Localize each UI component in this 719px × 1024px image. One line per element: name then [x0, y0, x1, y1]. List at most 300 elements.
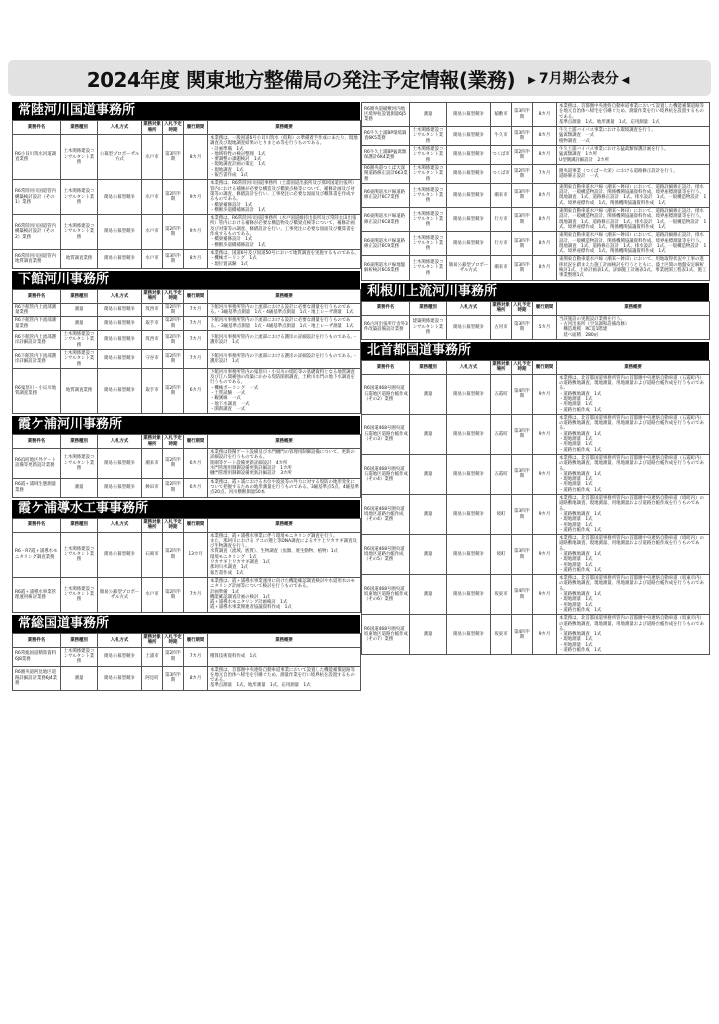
cell-method: 簡易公募型競争 [447, 232, 491, 256]
column-header-name: 業務件名 [13, 435, 61, 449]
cell-time: 第4四半期 [512, 374, 533, 414]
cell-type: 土木関係建設コンサルタント業務 [61, 577, 98, 612]
cell-period: 9カ月 [533, 454, 557, 494]
cell-time: 第3四半期 [512, 414, 533, 454]
cell-period: 8カ月 [533, 256, 557, 280]
cell-type: 測量 [61, 666, 98, 690]
cell-outline: 積算技術資料作成 1式 [208, 647, 361, 666]
cell-name: R6下館管内下流部護岸詳細設計業務 [13, 349, 61, 368]
cell-time: 第2四半期 [163, 368, 184, 413]
cell-place: 取手市 [142, 368, 163, 413]
cell-time: 第3四半期 [512, 256, 533, 280]
column-header-name: 業務件名 [13, 289, 61, 303]
cell-outline: 本業務は、首都圏中央連絡自動車道事業において設置した機能補償道路等を地元自治体へ帰宅を引継ぐため、測量作業を行い境界杭を設置するものである。 基準点測量 1式、地形測量 1式、応用測量 1式 [208, 666, 361, 690]
table-row [362, 146, 710, 165]
cell-name: R6霞ヶ浦導水事業管理運用検討業務 [13, 577, 61, 612]
table-row [13, 331, 361, 350]
cell-time: 第2四半期 [512, 146, 533, 165]
cell-outline: 東関東自動車道水戸線（潮来～鉾田）において、道路詳細修正設計、排水設計、一般構造物設計、関係機関協議資料作成、境界座標測量等を行う。 現地調査 1式、道路修正設計 1式、排水設計 1式、一般構造物設計 1式、境界座標作成 1式、関係機関協議資料作成 1式 [557, 208, 710, 232]
cell-outline: 本業務は、北首都国道事務所管内の首都圏中央連絡自動車道（境町内）の道路敷地調査、現地測量、用地測量および道路台帳作成を行うものである。 ・道路敷地調査 1式 ・現地測量 1式 ・用地測量 1式 ・道路台帳作成 1式 [557, 535, 710, 575]
office-heading: 霞ケ浦河川事務所 [12, 416, 360, 434]
table-row [362, 374, 710, 414]
cell-time: 第3四半期 [512, 315, 533, 339]
cell-name: R6国道468号圏央道境地区道路台帳作成（その5）業務 [362, 535, 410, 575]
cell-name: R6常総国道積算資料6J8業務 [13, 647, 61, 666]
cell-place: 守谷市 [142, 349, 163, 368]
table-row [13, 647, 361, 666]
cell-outline: 本業務は、首都圏中央連絡自動車道事業において設置した機能補償道路等を地元自治体へ帰宅を引継ぐため、測量作業を行い境界杭を設置するものである。 基準点測量 1式、地形測量 1式、応用測量 1式 [557, 103, 710, 127]
column-header-method: 入札方式 [98, 435, 142, 449]
office-section [361, 283, 709, 340]
table-row [362, 183, 710, 207]
table-row [362, 615, 710, 655]
order-table [361, 102, 710, 281]
cell-method: 簡易公募型競争 [98, 215, 142, 250]
cell-place: 水戸市 [142, 249, 163, 268]
office-section [361, 342, 709, 656]
column-header-outline: 業務概要 [208, 435, 361, 449]
cell-outline: 牛久土浦バイパス事業における猛禽類保護計画を行う。 猛禽類調査 1カ所 U型側溝詳細設計 2カ所 [557, 146, 710, 165]
column-header-outline: 業務概要 [208, 121, 361, 135]
office-section [12, 615, 360, 691]
cell-time: 第2四半期 [163, 577, 184, 612]
table-row [362, 103, 710, 127]
column-header-period: 履行期間 [533, 301, 557, 315]
cell-outline: 本業務は、霞ヶ浦導水事業に伴う環境モニタリング調査を行う。 また、那珂川における アユの遡上等DNA調査によるサケ上ワカサギ調査及び生物調査を行う。 水質調査（流域、底質）、生物調査（魚類、底生動物、植物）1式 環境モニタリング 1式 ワカサギ上ワカサギ調査 1式 那珂川水調査 1式 報告書作成 1式 [208, 532, 361, 577]
cell-name: R6浜町地区外ゲート設備等更新設計業務 [13, 449, 61, 478]
cell-place: 稲敷市 [491, 103, 512, 127]
cell-time: 第2四半期 [163, 303, 184, 317]
table-row [362, 208, 710, 232]
table-row [13, 577, 361, 612]
cell-method: 簡易公募型競争 [98, 249, 142, 268]
cell-period: 6カ月 [184, 478, 208, 497]
cell-time: 第2四半期 [163, 215, 184, 250]
cell-place: 五霞町 [491, 454, 512, 494]
column-header-type: 業務種別 [61, 633, 98, 647]
cell-name: R6牛久土浦BP環境調査6K5業務 [362, 127, 410, 146]
cell-method: 簡易公募型競争 [98, 303, 142, 317]
cell-method: 簡易公募型競争 [98, 368, 142, 413]
cell-period: 7カ月 [184, 303, 208, 317]
cell-period: 9カ月 [184, 180, 208, 215]
order-table [12, 289, 361, 414]
table-row [13, 532, 361, 577]
column-header-outline: 業務概要 [208, 633, 361, 647]
column-header-name: 業務件名 [362, 360, 410, 374]
cell-period: 9カ月 [533, 615, 557, 655]
column-header-place: 業務対象場所 [143, 122, 161, 133]
column-header-name: 業務件名 [13, 121, 61, 135]
page-banner [8, 60, 711, 96]
cell-name: R6東関道水戸線道路修正設計6C7業務 [362, 183, 410, 207]
cell-outline: 本業務は陸閘ゲート設備及び水門樋門の管理用制御設備について、更新の詳細設計を行うものである。 陸閘等ゲート設備更新詳細設計 4カ所 水門管理用制御設備更新詳細設計 1カ所 樋門管理用制御設備更新詳細設計 3カ所 [208, 449, 361, 478]
cell-time: 第3四半期 [512, 495, 533, 535]
triangle-right-icon: ▶ [528, 75, 536, 86]
column-header-time: 入札予定時期 [164, 436, 182, 447]
cell-method: 簡易公募型競争 [447, 575, 491, 615]
cell-type: 土木関係建設コンサルタント業務 [61, 349, 98, 368]
cell-period: 9カ月 [533, 495, 557, 535]
table-header-row [13, 289, 361, 303]
office-heading: 下館河川事務所 [12, 271, 360, 289]
cell-type: 測量 [410, 535, 447, 575]
cell-place: 石岡市 [142, 532, 163, 577]
cell-name: R6下館管内上流部護岸詳細設計業務 [13, 331, 61, 350]
cell-time: 第3四半期 [512, 183, 533, 207]
cell-type: 土木関係建設コンサルタント業務 [61, 135, 98, 180]
office-heading: 常陸河川国道事務所 [12, 102, 360, 120]
cell-type: 土木関係建設コンサルタント業務 [61, 647, 98, 666]
cell-method: 簡易公募型競争 [447, 164, 491, 183]
cell-period: 8カ月 [533, 127, 557, 146]
cell-time: 第3四半期 [163, 135, 184, 180]
cell-outline: 本業務は、北首都国道事務所管内の首都圏中央連絡自動車道（五霞町内）の道路敷地調査、現地測量、用地測量および道路台帳作成を行うものである。 ・道路敷地調査 1式 ・現地測量 1式 ・用地測量 1式 ・道路台帳作成 1式 [557, 374, 710, 414]
cell-method: 簡易公募型プロポーザル方式 [98, 577, 142, 612]
office-heading: 常総国道事務所 [12, 615, 360, 633]
cell-name: R6国道468号圏央道坂東地区道路台帳作成（その7）業務 [362, 615, 410, 655]
column-header-time: 入札予定時期 [513, 302, 531, 314]
cell-time: 第2四半期 [163, 180, 184, 215]
table-header-row [362, 301, 710, 315]
triangle-left-icon: ◀ [621, 75, 630, 86]
cell-period: 8カ月 [533, 232, 557, 256]
cell-type: 測量 [410, 454, 447, 494]
cell-type: 地質調査業務 [61, 368, 98, 413]
cell-place: 筑西市 [142, 303, 163, 317]
cell-type: 測量 [61, 478, 98, 497]
table-header-row [362, 360, 710, 374]
cell-outline: 東関東自動車道水戸線（潮来～鉾田）において、道路詳細修正設計、排水設計、一般構造物設計、関係機関協議資料作成、境界座標測量等を行う。 現地調査 1式、道路修正設計 1式、排水設計 1式、一般構造物設計 1式、境界座標作成 1式、関係機関協議資料作成 1式 [557, 183, 710, 207]
cell-time: 第2四半期 [163, 478, 184, 497]
cell-name: R6東関道水戸線道路修正設計6C8業務 [362, 208, 410, 232]
cell-period: 9カ月 [533, 575, 557, 615]
cell-name: R6鬼怒川・小貝川地質調査業務 [13, 368, 61, 413]
cell-method: 簡易公募型競争 [98, 180, 142, 215]
cell-type: 土木関係建設コンサルタント業務 [61, 215, 98, 250]
cell-name: R6東関道水戸線地盤解析検討6C6業務 [362, 256, 410, 280]
cell-place: 行方市 [491, 232, 512, 256]
cell-outline: 下館河川事務所管内の下流部における設計に必要な測量を行うものである。・3級基準点測量 1式・4級基準点測量 1式・地上レーザ測量 1式 [208, 317, 361, 331]
column-header-method: 入札方式 [447, 360, 491, 374]
cell-type: 土木関係建設コンサルタント業務 [410, 164, 447, 183]
cell-type: 土木関係建設コンサルタント業務 [410, 183, 447, 207]
cell-place: 牛久市 [491, 127, 512, 146]
cell-outline: 本業務は、北首都国道事務所管内の首都圏中央連絡自動車道（境町内）の道路敷地調査、現地測量、用地測量および道路台帳作成を行うものである。 ・道路敷地調査 1式 ・現地測量 1式 ・用地測量 1式 ・道路台帳作成 1式 [557, 495, 710, 535]
cell-place: 行方市 [491, 208, 512, 232]
cell-method: 公募型プロポーザル方式 [98, 135, 142, 180]
table-header-row [13, 121, 361, 135]
cell-place: 鉾田市 [142, 478, 163, 497]
cell-name: R6常陸河川国道管内構築検討設計（その1）業務 [13, 180, 61, 215]
column-header-method: 入札方式 [98, 633, 142, 647]
cell-period: 8カ月 [533, 146, 557, 165]
cell-period: 8カ月 [184, 666, 208, 690]
order-table [361, 360, 710, 656]
cell-name: R6国道468号圏央道境地区道路台帳作成（その4）業務 [362, 495, 410, 535]
cell-time: 第2四半期 [163, 532, 184, 577]
column-header-place: 業務対象場所 [143, 436, 161, 447]
cell-method: 簡易公募型プロポーザル方式 [447, 256, 491, 280]
cell-time: 第3四半期 [512, 208, 533, 232]
cell-method: 簡易公募型競争 [447, 127, 491, 146]
cell-place: 五霞町 [491, 374, 512, 414]
table-row [362, 454, 710, 494]
column-header-place: 業務対象場所 [492, 302, 510, 314]
cell-method: 簡易公募型競争 [98, 647, 142, 666]
order-table [12, 120, 361, 269]
cell-place: 土浦市 [142, 647, 163, 666]
cell-type: 土木関係建設コンサルタント業務 [410, 208, 447, 232]
cell-name: R6常陸河川国道管内地質調査業務 [13, 249, 61, 268]
cell-place: 坂東市 [491, 615, 512, 655]
cell-method: 簡易公募型競争 [447, 315, 491, 339]
column-header-period: 履行期間 [184, 289, 208, 303]
office-heading: 利根川上流河川事務所 [361, 283, 709, 301]
column-header-method: 入札方式 [98, 518, 142, 532]
cell-place: 水戸市 [142, 135, 163, 180]
cell-outline: 当該施設の実施設計業務を行う。 ・古河出張所（空気調和設備改修） 構造規模 RC造1階建 延べ面積 280㎡ [557, 315, 710, 339]
table-row [362, 315, 710, 339]
column-header-method: 入札方式 [98, 121, 142, 135]
cell-place: 取手市 [142, 317, 163, 331]
cell-type: 測量 [410, 414, 447, 454]
order-table [12, 434, 361, 497]
cell-type: 土木関係建設コンサルタント業務 [61, 331, 98, 350]
cell-method: 簡易公募型競争 [447, 374, 491, 414]
cell-type: 測量 [410, 103, 447, 127]
cell-period: 7カ月 [184, 349, 208, 368]
office-section [12, 500, 360, 613]
cell-outline: 本業務は、北首都国道事務所管内の首都圏中央連絡自動車道（坂東市内）の道路敷地調査、現地測量、用地測量および道路台帳作成を行うものである。 ・道路敷地調査 1式 ・現地測量 1式 ・用地測量 1式 ・道路台帳作成 1式 [557, 575, 710, 615]
cell-time: 第2四半期 [163, 647, 184, 666]
cell-name: R6・R7霞ヶ浦導水モニタリング調査業務 [13, 532, 61, 577]
cell-method: 簡易公募型競争 [98, 331, 142, 350]
cell-type: 測量 [410, 495, 447, 535]
cell-period: 8カ月 [533, 208, 557, 232]
cell-type: 地質調査業務 [61, 249, 98, 268]
cell-name: R6下館管内上流部測量業務 [13, 303, 61, 317]
page-title: 2024年度 関東地方整備局の発注予定情報(業務) [86, 67, 516, 92]
cell-type: 土木関係建設コンサルタント業務 [61, 180, 98, 215]
cell-outline: 本業務は、北首都国道事務所管内の首都圏中央連絡自動車道（五霞町内）の道路敷地調査、現地測量、用地測量および道路台帳作成を行うものである。 ・道路敷地調査 1式 ・現地測量 1式 ・用地測量 1式 ・道路台帳作成 1式 [557, 414, 710, 454]
table-row [13, 478, 361, 497]
column-header-place: 業務対象場所 [143, 519, 161, 531]
order-table [12, 518, 361, 613]
cell-method: 簡易公募型競争 [98, 532, 142, 577]
table-header-row [13, 518, 361, 532]
column-header-name: 業務件名 [362, 301, 410, 315]
cell-name: R6国道468号圏央道五霞地区道路台帳作成（その2）業務 [362, 374, 410, 414]
table-row [362, 232, 710, 256]
column-header-time: 入札予定時期 [164, 634, 182, 646]
period-badge [525, 68, 632, 88]
cell-period: 13カ月 [184, 532, 208, 577]
column-header-name: 業務件名 [13, 518, 61, 532]
cell-period: 9カ月 [533, 374, 557, 414]
cell-name: R6常陸河川国道管内構築検討設計（その2）業務 [13, 215, 61, 250]
table-row [362, 256, 710, 280]
cell-method: 簡易公募型競争 [447, 495, 491, 535]
table-row [362, 164, 710, 183]
period-label: 7月期公表分 [538, 71, 619, 87]
cell-type: 土木関係建設コンサルタント業務 [61, 532, 98, 577]
cell-outline: 本業務は、一般国道6号小貝川筑水（仮称）の準備着手作成にあたり、現地調査及び現地調査結果のとりまとめ等を行うものである。 ・計画準備 1式 ・地域特性の検討整理 1式 ・要調整の課題検討 1式 ・現地調査計画の策定 1式 ・現地調査 1式 ・報告書作成 1式 [208, 135, 361, 180]
cell-name: R6国道468号圏央道五霞地区道路台帳作成（その3）業務 [362, 414, 410, 454]
table-row [13, 666, 361, 690]
cell-outline: 本業務は、霞ヶ浦における水位や波浪等の外力に対する堤防の地形変化について把握するための地形測量を行うものである。3級基準点5点、4級基準点20点、河川横断測量50本 [208, 478, 361, 497]
column-header-type: 業務種別 [410, 360, 447, 374]
table-row [362, 535, 710, 575]
cell-name: R6国道468号圏央道坂東地区道路台帳作成（その6）業務 [362, 575, 410, 615]
cell-time: 第3四半期 [512, 454, 533, 494]
cell-name: R6圏央道阿見地区道路詳細設計業務6J4業務 [13, 666, 61, 690]
cell-name: R6国道468号圏央道五霞地区道路台帳作成（その4）業務 [362, 454, 410, 494]
cell-place: 水戸市 [142, 577, 163, 612]
cell-period: 7カ月 [533, 164, 557, 183]
cell-period: 8カ月 [184, 249, 208, 268]
table-row [362, 127, 710, 146]
column-header-place: 業務対象場所 [492, 362, 510, 373]
cell-period: 9カ月 [533, 535, 557, 575]
cell-outline: 下館河川事務所管内の上流部における設計に必要な測量を行うものである。・3級基準点測量 1式・4級基準点測量 1式・地上レーザ測量 1式 [208, 303, 361, 317]
cell-method: 簡易公募型競争 [447, 535, 491, 575]
cell-period: 8カ月 [533, 103, 557, 127]
cell-period: 7カ月 [184, 331, 208, 350]
cell-method: 簡易公募型競争 [447, 183, 491, 207]
column-header-type: 業務種別 [410, 301, 447, 315]
cell-place: 坂東市 [491, 575, 512, 615]
cell-name: R6霞ヶ浦域生態測量業務 [13, 478, 61, 497]
cell-place: つくば市 [491, 164, 512, 183]
cell-name: R6古河出張所庁舎外3件改築設備設計業務 [362, 315, 410, 339]
table-row [362, 414, 710, 454]
column-header-type: 業務種別 [61, 435, 98, 449]
cell-period: 9カ月 [533, 414, 557, 454]
table-row [13, 303, 361, 317]
table-row [362, 495, 710, 535]
cell-outline: 牛久土浦バイパス事業における環境調査を行う。 猛禽類調査 一式 植物調査 一式 [557, 127, 710, 146]
cell-period: 7カ月 [184, 577, 208, 612]
cell-place: 潮来市 [491, 183, 512, 207]
table-row [13, 135, 361, 180]
cell-time: 第2四半期 [163, 317, 184, 331]
cell-name: R6圏央道つくば大深関道路修正設計6K3業務 [362, 164, 410, 183]
table-row [13, 317, 361, 331]
column-header-outline: 業務概要 [557, 360, 710, 374]
table-header-row [13, 633, 361, 647]
cell-place: つくば市 [491, 146, 512, 165]
cell-type: 建築関係建設コンサルタント業務 [410, 315, 447, 339]
column-header-time: 入札予定時期 [513, 362, 531, 373]
table-row [13, 349, 361, 368]
cell-outline: 本業務は、R6常陸河川国道事務所（水戸国道維持出張所及び常陸太田出張所）管内における補修が必要な構造物及び橋梁点検等について、補修計画及び対策等の調査、修繕設計を行い、工事発注に必要な図面及び概算書を作成するものである。 ・橋梁補修設計 1式 ・横断歩道橋補修設計 1式 [208, 215, 361, 250]
cell-name: R6圏央道稲敷河内地区境界杭設置測量6J5業務 [362, 103, 410, 127]
cell-method: 簡易公募型競争 [98, 449, 142, 478]
office-section [12, 102, 360, 269]
table-row [362, 575, 710, 615]
column-header-type: 業務種別 [61, 518, 98, 532]
cell-time: 第2四半期 [163, 331, 184, 350]
cell-outline: 東関東自動車道水戸線（潮来～鉾田）において、用地取得状況や工事の進捗状況を踏まえた施工計画検討を行うとともに、盛土区間の地盤安定解析検討1式、土砂計画表1式、詳細施工計画表1式、事業展開工程表1式、施工事業整理1式 [557, 256, 710, 280]
cell-method: 簡易公募型競争 [447, 414, 491, 454]
cell-name: R6下館管内下流部測量業務 [13, 317, 61, 331]
column-header-outline: 業務概要 [557, 301, 710, 315]
office-section [12, 271, 360, 414]
table-row [13, 249, 361, 268]
cell-method: 簡易公募型競争 [98, 317, 142, 331]
cell-time: 第2四半期 [512, 164, 533, 183]
table-header-row [13, 435, 361, 449]
column-header-type: 業務種別 [61, 289, 98, 303]
cell-type: 土木関係建設コンサルタント業務 [410, 256, 447, 280]
office-heading: 北首都国道事務所 [361, 342, 709, 360]
cell-place: 阿見町 [142, 666, 163, 690]
column-header-period: 履行期間 [184, 121, 208, 135]
cell-name: R6牛久土浦BP猛禽類保護計6K4業務 [362, 146, 410, 165]
office-heading: 霞ケ浦導水工事事務所 [12, 500, 360, 518]
cell-period: 8カ月 [184, 135, 208, 180]
cell-place: 境町 [491, 495, 512, 535]
order-table [361, 301, 710, 340]
left-column [12, 102, 360, 693]
cell-outline: 本業務は、北首都国道事務所管内の首都圏中央連絡自動車道（坂東市内）の道路敷地調査、現地測量、用地測量および道路台帳作成を行うものである。 ・道路敷地調査 1式 ・現地測量 1式 ・用地測量 1式 ・道路台帳作成 1式 [557, 615, 710, 655]
column-header-time: 入札予定時期 [164, 291, 182, 302]
office-section [12, 416, 360, 497]
cell-outline: 本業務は、北首都国道事務所管内の首都圏中央連絡自動車道（五霞町内）の道路敷地調査、現地測量、用地測量および道路台帳作成を行うものである。 ・道路敷地調査 1式 ・現地測量 1式 ・用地測量 1式 ・道路台帳作成 1式 [557, 454, 710, 494]
cell-name: R6東関道水戸線道路修正設計6C9業務 [362, 232, 410, 256]
column-header-name: 業務件名 [13, 633, 61, 647]
cell-method: 簡易公募型競争 [447, 103, 491, 127]
office-section [361, 102, 709, 281]
cell-type: 測量 [410, 615, 447, 655]
column-header-place: 業務対象場所 [143, 634, 161, 646]
cell-type: 土木関係建設コンサルタント業務 [61, 449, 98, 478]
column-header-outline: 業務概要 [208, 289, 361, 303]
table-row [13, 215, 361, 250]
cell-outline: 本業務は、国道6号及び国道50号において地質調査を実施するものである。 ・機械ボーリング 1式 ・現位置試験 1式 [208, 249, 361, 268]
column-header-method: 入札方式 [98, 289, 142, 303]
cell-time: 第2四半期 [163, 349, 184, 368]
cell-time: 第3四半期 [163, 666, 184, 690]
cell-outline: 圏央道事業（つくば～大栄）における道路修正設計を行う。 道路修正設計 一式 [557, 164, 710, 183]
cell-period: 7カ月 [184, 647, 208, 666]
cell-time: 第3四半期 [163, 249, 184, 268]
cell-time: 第4四半期 [512, 575, 533, 615]
cell-place: 筑西市 [142, 331, 163, 350]
cell-type: 測量 [410, 575, 447, 615]
cell-method: 簡易公募型競争 [98, 478, 142, 497]
cell-time: 第3四半期 [512, 127, 533, 146]
cell-place: 境町 [491, 535, 512, 575]
column-header-time: 入札予定時期 [164, 519, 182, 531]
cell-time: 第3四半期 [512, 103, 533, 127]
cell-outline: 下館河川事務所管内の下流部における護岸の詳細設計を行うものである。・護岸設計 1式 [208, 349, 361, 368]
column-header-period: 履行期間 [184, 518, 208, 532]
cell-outline: 下館河川事務所管内の上流部における護岸の詳細設計を行うものである。・護岸設計 1式 [208, 331, 361, 350]
cell-type: 土木関係建設コンサルタント業務 [410, 232, 447, 256]
cell-period: 6カ月 [184, 368, 208, 413]
cell-type: 土木関係建設コンサルタント業務 [410, 146, 447, 165]
cell-time: 第4四半期 [512, 615, 533, 655]
table-row [13, 180, 361, 215]
cell-time: 第3四半期 [512, 232, 533, 256]
cell-method: 簡易公募型競争 [98, 666, 142, 690]
cell-place: 水戸市 [142, 180, 163, 215]
cell-name: R6小貝川筑水河道調査業務 [13, 135, 61, 180]
cell-outline: 下館河川事務所管内の鬼怒川・小貝川の堤防等の基礎資料となる地質調査及び江八間補強の改築にかかる堤防開削調査、土軟川水門の地下水調査を行うものである。 ・機械ボーリング 一式 ・土質試験 一式 ・観測線 一式 ・地下水調査 一式 ・開削調査 一式 [208, 368, 361, 413]
cell-period: 7カ月 [184, 317, 208, 331]
